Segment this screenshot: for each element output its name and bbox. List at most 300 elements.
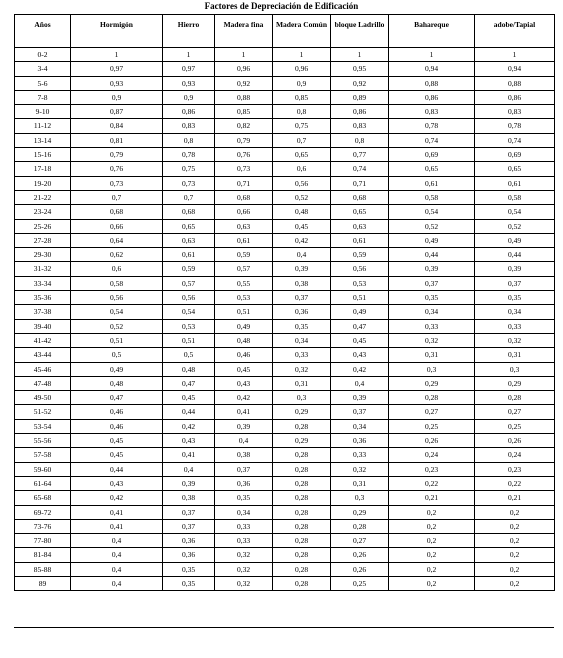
- cell-factor: 0,4: [331, 376, 389, 390]
- cell-factor: 0,28: [273, 448, 331, 462]
- cell-factor: 0,77: [331, 148, 389, 162]
- cell-factor: 0,68: [215, 190, 273, 204]
- cell-factor: 0,79: [71, 148, 163, 162]
- cell-factor: 0,35: [163, 562, 215, 576]
- cell-factor: 0,57: [163, 276, 215, 290]
- cell-factor: 0,31: [475, 348, 555, 362]
- cell-factor: 0,32: [215, 562, 273, 576]
- cell-factor: 0,61: [475, 176, 555, 190]
- table-row: [15, 62, 555, 76]
- cell-anos: 3-4: [15, 62, 71, 76]
- cell-factor: 0,44: [475, 248, 555, 262]
- cell-factor: 0,43: [71, 476, 163, 490]
- cell-anos: 73-76: [15, 519, 71, 533]
- cell-factor: 0,4: [71, 576, 163, 590]
- cell-factor: 0,2: [389, 562, 475, 576]
- cell-factor: 0,33: [389, 319, 475, 333]
- cell-factor: 0,48: [215, 333, 273, 347]
- cell-factor: 0,47: [163, 376, 215, 390]
- cell-factor: 0,96: [273, 62, 331, 76]
- cell-anos: 65-68: [15, 491, 71, 505]
- cell-factor: 0,43: [215, 376, 273, 390]
- header-adobe-tapial: adobe/Tapial: [475, 15, 555, 48]
- table-body: [15, 48, 555, 591]
- cell-factor: 0,3: [389, 362, 475, 376]
- cell-factor: 0,86: [331, 105, 389, 119]
- cell-factor: 0,38: [273, 276, 331, 290]
- cell-factor: 0,28: [273, 562, 331, 576]
- cell-factor: 0,88: [389, 76, 475, 90]
- cell-factor: 0,92: [331, 76, 389, 90]
- cell-factor: 0,96: [215, 62, 273, 76]
- cell-factor: 0,4: [71, 548, 163, 562]
- cell-factor: 0,49: [331, 305, 389, 319]
- cell-factor: 0,35: [273, 319, 331, 333]
- cell-factor: 0,65: [389, 162, 475, 176]
- table-row: [15, 133, 555, 147]
- cell-factor: 0,65: [273, 148, 331, 162]
- cell-factor: 0,73: [215, 162, 273, 176]
- cell-factor: 0,46: [215, 348, 273, 362]
- cell-factor: 0,36: [273, 305, 331, 319]
- cell-factor: 0,61: [163, 248, 215, 262]
- table-row: [15, 319, 555, 333]
- header-row: [15, 15, 555, 48]
- cell-factor: 0,34: [215, 505, 273, 519]
- cell-factor: 0,82: [215, 119, 273, 133]
- cell-factor: 0,63: [163, 233, 215, 247]
- cell-factor: 0,76: [215, 148, 273, 162]
- cell-factor: 0,52: [71, 319, 163, 333]
- cell-factor: 0,37: [389, 276, 475, 290]
- cell-factor: 0,84: [71, 119, 163, 133]
- table-row: [15, 291, 555, 305]
- cell-factor: 0,6: [71, 262, 163, 276]
- cell-factor: 0,53: [163, 319, 215, 333]
- cell-factor: 0,29: [273, 434, 331, 448]
- table-row: [15, 148, 555, 162]
- cell-factor: 0,8: [331, 133, 389, 147]
- cell-factor: 0,38: [215, 448, 273, 462]
- cell-factor: 0,41: [71, 519, 163, 533]
- cell-factor: 0,65: [163, 219, 215, 233]
- cell-factor: 0,52: [273, 190, 331, 204]
- table-row: [15, 391, 555, 405]
- table-row: [15, 562, 555, 576]
- cell-factor: 0,58: [71, 276, 163, 290]
- cell-factor: 0,28: [475, 391, 555, 405]
- cell-factor: 0,32: [215, 548, 273, 562]
- cell-factor: 0,26: [389, 434, 475, 448]
- cell-factor: 0,42: [273, 233, 331, 247]
- cell-factor: 0,28: [273, 505, 331, 519]
- cell-factor: 0,31: [389, 348, 475, 362]
- cell-factor: 0,58: [389, 190, 475, 204]
- cell-factor: 0,85: [273, 90, 331, 104]
- cell-factor: 0,29: [475, 376, 555, 390]
- cell-factor: 0,93: [71, 76, 163, 90]
- cell-factor: 0,35: [475, 291, 555, 305]
- cell-factor: 0,74: [331, 162, 389, 176]
- table-row: [15, 376, 555, 390]
- cell-factor: 0,2: [389, 534, 475, 548]
- cell-factor: 0,31: [273, 376, 331, 390]
- cell-factor: 0,28: [389, 391, 475, 405]
- cell-factor: 0,34: [331, 419, 389, 433]
- cell-anos: 23-24: [15, 205, 71, 219]
- table-row: [15, 448, 555, 462]
- cell-factor: 0,2: [389, 576, 475, 590]
- cell-anos: 55-56: [15, 434, 71, 448]
- cell-factor: 0,41: [163, 448, 215, 462]
- cell-factor: 0,48: [273, 205, 331, 219]
- cell-factor: 1: [71, 48, 163, 62]
- cell-anos: 0-2: [15, 48, 71, 62]
- cell-factor: 0,34: [475, 305, 555, 319]
- cell-factor: 0,48: [163, 362, 215, 376]
- cell-factor: 0,74: [389, 133, 475, 147]
- table-row: [15, 262, 555, 276]
- cell-factor: 0,7: [163, 190, 215, 204]
- table-row: [15, 519, 555, 533]
- cell-factor: 0,3: [475, 362, 555, 376]
- cell-factor: 0,33: [215, 519, 273, 533]
- cell-factor: 0,54: [163, 305, 215, 319]
- header-hormigon: Hormigón: [71, 15, 163, 48]
- cell-factor: 0,97: [163, 62, 215, 76]
- cell-factor: 0,69: [389, 148, 475, 162]
- cell-anos: 89: [15, 576, 71, 590]
- cell-factor: 0,38: [163, 491, 215, 505]
- cell-factor: 0,26: [475, 434, 555, 448]
- cell-factor: 0,73: [71, 176, 163, 190]
- cell-factor: 0,88: [475, 76, 555, 90]
- cell-factor: 0,27: [331, 534, 389, 548]
- cell-factor: 0,2: [475, 548, 555, 562]
- cell-factor: 0,24: [475, 448, 555, 462]
- table-row: [15, 248, 555, 262]
- cell-factor: 0,33: [273, 348, 331, 362]
- cell-factor: 0,25: [331, 576, 389, 590]
- cell-factor: 0,39: [331, 391, 389, 405]
- table-row: [15, 548, 555, 562]
- cell-factor: 0,53: [331, 276, 389, 290]
- cell-anos: 27-28: [15, 233, 71, 247]
- cell-factor: 0,42: [71, 491, 163, 505]
- cell-factor: 0,39: [273, 262, 331, 276]
- table-row: [15, 76, 555, 90]
- cell-anos: 29-30: [15, 248, 71, 262]
- cell-anos: 35-36: [15, 291, 71, 305]
- cell-factor: 0,71: [331, 176, 389, 190]
- cell-factor: 0,32: [331, 462, 389, 476]
- cell-anos: 61-64: [15, 476, 71, 490]
- cell-anos: 25-26: [15, 219, 71, 233]
- cell-factor: 0,69: [475, 148, 555, 162]
- header-madera-fina: Madera fina: [215, 15, 273, 48]
- cell-factor: 0,4: [273, 248, 331, 262]
- cell-factor: 0,71: [215, 176, 273, 190]
- table-row: [15, 534, 555, 548]
- cell-factor: 0,2: [475, 519, 555, 533]
- cell-factor: 0,55: [215, 276, 273, 290]
- cell-factor: 0,49: [215, 319, 273, 333]
- cell-factor: 0,35: [163, 576, 215, 590]
- cell-factor: 1: [273, 48, 331, 62]
- cell-factor: 0,42: [215, 391, 273, 405]
- cell-factor: 0,73: [163, 176, 215, 190]
- cell-factor: 0,83: [163, 119, 215, 133]
- cell-anos: 43-44: [15, 348, 71, 362]
- table-row: [15, 176, 555, 190]
- cell-factor: 0,44: [71, 462, 163, 476]
- cell-factor: 0,41: [215, 405, 273, 419]
- cell-factor: 0,32: [215, 576, 273, 590]
- cell-factor: 0,83: [331, 119, 389, 133]
- cell-factor: 0,45: [273, 219, 331, 233]
- cell-factor: 0,78: [475, 119, 555, 133]
- cell-factor: 0,42: [331, 362, 389, 376]
- cell-factor: 0,34: [389, 305, 475, 319]
- cell-factor: 0,61: [331, 233, 389, 247]
- header-bahareque: Bahareque: [389, 15, 475, 48]
- cell-factor: 0,86: [475, 90, 555, 104]
- cell-factor: 0,45: [71, 434, 163, 448]
- cell-factor: 0,32: [273, 362, 331, 376]
- table-row: [15, 233, 555, 247]
- table-row: [15, 205, 555, 219]
- cell-factor: 0,29: [273, 405, 331, 419]
- cell-factor: 0,32: [475, 333, 555, 347]
- cell-factor: 0,95: [331, 62, 389, 76]
- cell-factor: 0,8: [273, 105, 331, 119]
- header-hierro: Hierro: [163, 15, 215, 48]
- cell-anos: 53-54: [15, 419, 71, 433]
- cell-factor: 0,83: [389, 105, 475, 119]
- cell-factor: 0,33: [331, 448, 389, 462]
- cell-factor: 0,21: [475, 491, 555, 505]
- depreciation-table: [14, 14, 555, 591]
- cell-factor: 0,56: [163, 291, 215, 305]
- cell-factor: 0,28: [331, 519, 389, 533]
- cell-anos: 37-38: [15, 305, 71, 319]
- table-row: [15, 48, 555, 62]
- cell-factor: 0,49: [71, 362, 163, 376]
- cell-factor: 0,23: [389, 462, 475, 476]
- cell-factor: 0,94: [475, 62, 555, 76]
- cell-anos: 15-16: [15, 148, 71, 162]
- cell-factor: 0,2: [389, 548, 475, 562]
- cell-anos: 21-22: [15, 190, 71, 204]
- cell-factor: 0,29: [331, 505, 389, 519]
- cell-factor: 0,2: [389, 519, 475, 533]
- cell-anos: 41-42: [15, 333, 71, 347]
- cell-anos: 11-12: [15, 119, 71, 133]
- cell-factor: 0,26: [331, 548, 389, 562]
- cell-factor: 0,47: [71, 391, 163, 405]
- cell-factor: 0,28: [273, 534, 331, 548]
- cell-factor: 0,33: [475, 319, 555, 333]
- cell-factor: 0,44: [389, 248, 475, 262]
- table-row: [15, 333, 555, 347]
- cell-factor: 0,65: [331, 205, 389, 219]
- cell-anos: 13-14: [15, 133, 71, 147]
- cell-factor: 0,51: [71, 333, 163, 347]
- cell-factor: 0,2: [475, 576, 555, 590]
- cell-factor: 0,45: [163, 391, 215, 405]
- cell-anos: 59-60: [15, 462, 71, 476]
- cell-factor: 0,45: [215, 362, 273, 376]
- cell-factor: 0,59: [163, 262, 215, 276]
- cell-factor: 0,28: [273, 462, 331, 476]
- cell-factor: 0,65: [475, 162, 555, 176]
- cell-anos: 77-80: [15, 534, 71, 548]
- cell-factor: 0,34: [273, 333, 331, 347]
- cell-factor: 0,37: [163, 505, 215, 519]
- table-row: [15, 462, 555, 476]
- cell-factor: 0,5: [71, 348, 163, 362]
- cell-anos: 7-8: [15, 90, 71, 104]
- cell-factor: 0,81: [71, 133, 163, 147]
- cell-factor: 0,7: [71, 190, 163, 204]
- table-row: [15, 119, 555, 133]
- cell-factor: 0,64: [71, 233, 163, 247]
- cell-factor: 0,25: [389, 419, 475, 433]
- cell-factor: 0,45: [71, 448, 163, 462]
- cell-factor: 0,4: [71, 534, 163, 548]
- cell-factor: 1: [475, 48, 555, 62]
- cell-factor: 0,35: [215, 491, 273, 505]
- cell-factor: 0,59: [215, 248, 273, 262]
- table-row: [15, 276, 555, 290]
- cell-factor: 0,57: [215, 262, 273, 276]
- table-row: [15, 476, 555, 490]
- cell-factor: 0,51: [215, 305, 273, 319]
- header-anos: Años: [15, 15, 71, 48]
- cell-factor: 0,4: [163, 462, 215, 476]
- table-row: [15, 105, 555, 119]
- bottom-rule: [14, 627, 554, 628]
- cell-factor: 0,86: [163, 105, 215, 119]
- cell-factor: 0,43: [331, 348, 389, 362]
- cell-factor: 0,61: [215, 233, 273, 247]
- table-row: [15, 90, 555, 104]
- cell-factor: 0,9: [71, 90, 163, 104]
- cell-factor: 0,53: [215, 291, 273, 305]
- cell-factor: 0,62: [71, 248, 163, 262]
- cell-factor: 0,28: [273, 519, 331, 533]
- cell-factor: 0,22: [475, 476, 555, 490]
- table-row: [15, 348, 555, 362]
- cell-factor: 0,39: [163, 476, 215, 490]
- cell-factor: 0,46: [71, 419, 163, 433]
- header-bloque-ladrillo: bloque Ladrillo: [331, 15, 389, 48]
- cell-factor: 0,52: [475, 219, 555, 233]
- cell-factor: 0,37: [215, 462, 273, 476]
- cell-factor: 0,79: [215, 133, 273, 147]
- cell-factor: 0,78: [389, 119, 475, 133]
- cell-factor: 0,37: [331, 405, 389, 419]
- cell-factor: 0,68: [331, 190, 389, 204]
- cell-anos: 33-34: [15, 276, 71, 290]
- cell-factor: 0,6: [273, 162, 331, 176]
- cell-factor: 0,37: [163, 519, 215, 533]
- cell-factor: 0,54: [71, 305, 163, 319]
- cell-factor: 0,39: [475, 262, 555, 276]
- table-title: Factores de Depreciación de Edificación: [204, 1, 359, 11]
- cell-factor: 0,74: [475, 133, 555, 147]
- cell-factor: 0,93: [163, 76, 215, 90]
- cell-factor: 0,49: [389, 233, 475, 247]
- cell-factor: 0,58: [475, 190, 555, 204]
- table-row: [15, 362, 555, 376]
- table-row: [15, 162, 555, 176]
- cell-factor: 1: [215, 48, 273, 62]
- cell-factor: 0,32: [389, 333, 475, 347]
- cell-factor: 0,42: [163, 419, 215, 433]
- cell-anos: 9-10: [15, 105, 71, 119]
- table-row: [15, 219, 555, 233]
- cell-anos: 81-84: [15, 548, 71, 562]
- cell-anos: 31-32: [15, 262, 71, 276]
- cell-factor: 0,37: [273, 291, 331, 305]
- cell-factor: 0,28: [273, 548, 331, 562]
- cell-factor: 0,21: [389, 491, 475, 505]
- table-row: [15, 405, 555, 419]
- cell-factor: 0,51: [331, 291, 389, 305]
- cell-factor: 0,37: [475, 276, 555, 290]
- cell-factor: 0,3: [273, 391, 331, 405]
- cell-factor: 0,22: [389, 476, 475, 490]
- cell-anos: 69-72: [15, 505, 71, 519]
- cell-factor: 0,75: [273, 119, 331, 133]
- cell-factor: 0,33: [215, 534, 273, 548]
- cell-factor: 0,2: [475, 562, 555, 576]
- table-row: [15, 305, 555, 319]
- cell-factor: 0,8: [163, 133, 215, 147]
- cell-factor: 0,44: [163, 405, 215, 419]
- cell-anos: 5-6: [15, 76, 71, 90]
- table-row: [15, 190, 555, 204]
- cell-factor: 0,56: [71, 291, 163, 305]
- cell-factor: 0,68: [71, 205, 163, 219]
- cell-factor: 0,63: [331, 219, 389, 233]
- cell-factor: 0,66: [71, 219, 163, 233]
- cell-factor: 0,2: [475, 505, 555, 519]
- cell-factor: 0,36: [215, 476, 273, 490]
- cell-factor: 0,7: [273, 133, 331, 147]
- cell-factor: 0,59: [331, 248, 389, 262]
- table-row: [15, 491, 555, 505]
- cell-factor: 0,66: [215, 205, 273, 219]
- cell-anos: 49-50: [15, 391, 71, 405]
- cell-factor: 0,43: [163, 434, 215, 448]
- cell-factor: 0,54: [389, 205, 475, 219]
- cell-factor: 0,27: [475, 405, 555, 419]
- cell-factor: 1: [331, 48, 389, 62]
- cell-factor: 0,9: [163, 90, 215, 104]
- cell-factor: 0,78: [163, 148, 215, 162]
- cell-factor: 0,89: [331, 90, 389, 104]
- table-row: [15, 505, 555, 519]
- cell-factor: 0,3: [331, 491, 389, 505]
- cell-factor: 0,28: [273, 491, 331, 505]
- cell-factor: 0,49: [475, 233, 555, 247]
- cell-factor: 0,28: [273, 419, 331, 433]
- cell-factor: 0,4: [215, 434, 273, 448]
- cell-factor: 0,75: [163, 162, 215, 176]
- cell-factor: 0,31: [331, 476, 389, 490]
